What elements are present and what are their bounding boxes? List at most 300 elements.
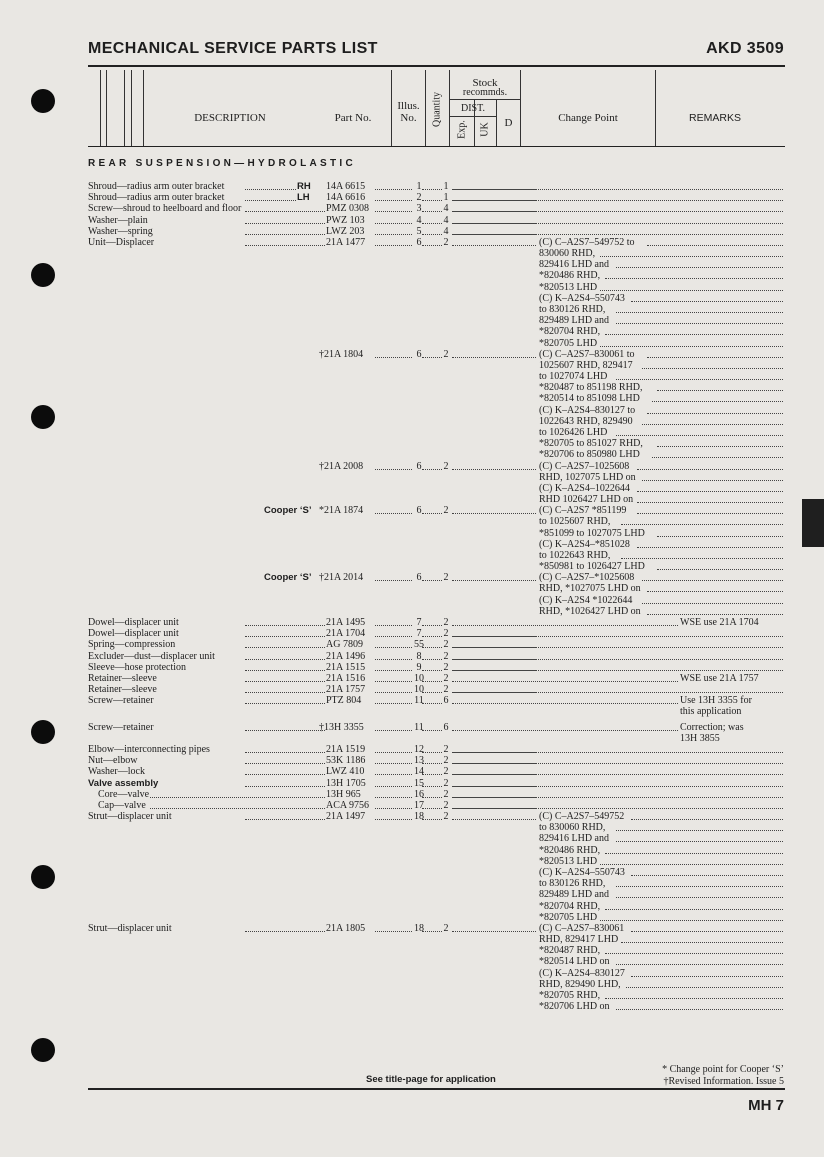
part-number: 53K 1186 xyxy=(326,755,366,766)
part-description: Strut—displacer unit xyxy=(88,923,172,934)
change-point: RHD, *1027075 LHD on xyxy=(539,583,641,594)
leader-dots xyxy=(452,763,783,764)
change-point: *820487 RHD, xyxy=(539,945,601,956)
leader-dots xyxy=(245,211,325,212)
change-point: to 1022643 RHD, xyxy=(539,550,611,561)
part-description: Washer—plain xyxy=(88,215,148,226)
table-row xyxy=(0,1001,824,1012)
table-row xyxy=(0,304,824,315)
table-row xyxy=(0,270,824,281)
legend-change-point: * Change point for Cooper ‘S’ xyxy=(662,1064,784,1075)
leader-dots xyxy=(605,334,783,335)
cooper-s-note: Cooper ‘S’ xyxy=(264,572,312,583)
table-row xyxy=(0,371,824,382)
quantity: 2 xyxy=(443,349,449,360)
table-row xyxy=(0,405,824,416)
illus-number: 11 xyxy=(414,722,424,733)
leader-dots xyxy=(245,234,325,235)
leader-dots xyxy=(452,931,536,932)
leader-dots xyxy=(245,730,325,731)
table-row xyxy=(0,878,824,889)
leader-dots xyxy=(452,681,678,682)
change-point: (C) C–A2S7–549752 to xyxy=(539,237,635,248)
change-point: (C) K–A2S4 *1022644 xyxy=(539,595,633,606)
table-row xyxy=(0,733,824,744)
change-point: *851099 to 1027075 LHD xyxy=(539,528,645,539)
change-point: to 1027074 LHD xyxy=(539,371,608,382)
change-point: (C) C–A2S7–830061 to xyxy=(539,349,635,360)
illus-number: 8 xyxy=(416,651,422,662)
quantity: 4 xyxy=(443,226,449,237)
part-description: Sleeve—hose protection xyxy=(88,662,187,673)
quantity: 2 xyxy=(443,505,449,516)
leader-dots xyxy=(245,670,325,671)
part-description: Washer—lock xyxy=(88,766,145,777)
leader-dots xyxy=(631,931,783,932)
leader-dots xyxy=(452,774,783,775)
change-point: *820704 RHD, xyxy=(539,901,601,912)
leader-dots xyxy=(637,491,783,492)
part-number: 21A 1805 xyxy=(326,923,366,934)
leader-dots xyxy=(245,681,325,682)
table-row xyxy=(0,494,824,505)
leader-dots xyxy=(616,841,783,842)
quantity: 2 xyxy=(443,766,449,777)
leader-dots xyxy=(245,931,325,932)
table-row xyxy=(0,617,824,628)
part-number: 21A 1497 xyxy=(326,811,366,822)
leader-dots xyxy=(642,424,783,425)
punch-hole xyxy=(31,1038,55,1062)
table-row xyxy=(0,639,824,650)
leader-dots xyxy=(245,692,325,693)
table-row xyxy=(0,800,824,811)
illus-number: 13 xyxy=(414,755,424,766)
table-row xyxy=(0,923,824,934)
quantity: 2 xyxy=(443,237,449,248)
leader-dots xyxy=(631,976,783,977)
col-stock: Stock xyxy=(472,77,498,89)
part-number: 21A 1757 xyxy=(326,684,366,695)
leader-dots xyxy=(452,580,536,581)
change-point: *820513 LHD xyxy=(539,282,598,293)
table-row xyxy=(0,778,824,789)
leader-dots xyxy=(452,752,783,753)
table-row xyxy=(0,706,824,717)
change-point: (C) K–A2S4–1022644 xyxy=(539,483,630,494)
part-number: 21A 1516 xyxy=(326,673,366,684)
illus-number: 12 xyxy=(414,744,424,755)
cooper-s-note: Cooper ‘S’ xyxy=(264,505,312,516)
col-change-point: Change Point xyxy=(558,112,618,124)
illus-number: 6 xyxy=(416,505,422,516)
part-number: †21A 1804 xyxy=(319,349,364,360)
table-row xyxy=(0,662,824,673)
table-row xyxy=(0,315,824,326)
col-d: D xyxy=(504,117,513,129)
illus-number: 18 xyxy=(414,811,424,822)
leader-dots xyxy=(616,830,783,831)
leader-dots xyxy=(642,603,783,604)
part-number: †21A 2008 xyxy=(319,461,364,472)
leader-dots xyxy=(452,357,536,358)
leader-dots xyxy=(245,625,325,626)
leader-dots xyxy=(452,234,783,235)
col-remarks: REMARKS xyxy=(689,112,741,124)
change-point: *820514 to 851098 LHD xyxy=(539,393,640,404)
leader-dots xyxy=(452,730,678,731)
side-indicator: RH xyxy=(297,181,311,192)
quantity: 2 xyxy=(443,673,449,684)
section-title: REAR SUSPENSION—HYDROLASTIC xyxy=(88,158,357,169)
leader-dots xyxy=(621,942,783,943)
leader-dots xyxy=(616,379,783,380)
illus-number: 5 xyxy=(416,226,422,237)
change-point: RHD, 829490 LHD, xyxy=(539,979,621,990)
col-illus: Illus. xyxy=(397,100,420,112)
change-point: *820487 to 851198 RHD, xyxy=(539,382,643,393)
footer-rule xyxy=(88,1088,785,1090)
part-number: 21A 1515 xyxy=(326,662,366,673)
col-illus-no: No. xyxy=(400,112,417,124)
part-description: Excluder—dust—displacer unit xyxy=(88,651,215,662)
quantity: 2 xyxy=(443,572,449,583)
table-row xyxy=(0,595,824,606)
change-point: *820705 RHD, xyxy=(539,990,601,1001)
leader-dots xyxy=(245,636,325,637)
change-point: (C) C–A2S7–830061 xyxy=(539,923,625,934)
leader-dots xyxy=(245,774,325,775)
leader-dots xyxy=(452,647,783,648)
table-row xyxy=(0,550,824,561)
change-point: RHD, 1027075 LHD on xyxy=(539,472,636,483)
leader-dots xyxy=(605,853,783,854)
part-description: Screw—shroud to heelboard and floor xyxy=(88,203,242,214)
col-quantity: Quantity xyxy=(431,92,443,127)
illus-number: 11 xyxy=(414,695,424,706)
illus-number: 1 xyxy=(416,181,422,192)
change-point: 1025607 RHD, 829417 xyxy=(539,360,633,371)
illus-number: 6 xyxy=(416,572,422,583)
table-row xyxy=(0,483,824,494)
table-row xyxy=(0,755,824,766)
leader-dots xyxy=(647,357,783,358)
leader-dots xyxy=(452,659,783,660)
quantity: 1 xyxy=(443,181,449,192)
part-description: Elbow—interconnecting pipes xyxy=(88,744,210,755)
leader-dots xyxy=(642,580,783,581)
remarks: 13H 3855 xyxy=(680,733,720,744)
part-description: Retainer—sleeve xyxy=(88,684,157,695)
table-row xyxy=(0,393,824,404)
table-row xyxy=(0,516,824,527)
quantity: 6 xyxy=(443,722,449,733)
part-description: Valve assembly xyxy=(88,778,159,789)
leader-dots xyxy=(245,223,325,224)
leader-dots xyxy=(452,819,536,820)
quantity: 2 xyxy=(443,684,449,695)
change-point: 829489 LHD and xyxy=(539,889,609,900)
table-row xyxy=(0,811,824,822)
table-row xyxy=(0,427,824,438)
part-description: Nut—elbow xyxy=(88,755,138,766)
table-row xyxy=(0,867,824,878)
leader-dots xyxy=(616,323,783,324)
table-row xyxy=(0,583,824,594)
table-row xyxy=(0,539,824,550)
change-point: 1022643 RHD, 829490 xyxy=(539,416,633,427)
leader-dots xyxy=(452,692,783,693)
leader-dots xyxy=(452,200,783,201)
part-number: 13H 965 xyxy=(326,789,361,800)
table-row xyxy=(0,338,824,349)
illus-number: 7 xyxy=(416,628,422,639)
part-number: 13H 1705 xyxy=(326,778,366,789)
part-number: LWZ 410 xyxy=(326,766,365,777)
application-note: See title-page for application xyxy=(366,1074,496,1085)
part-description: Cap—valve xyxy=(98,800,146,811)
table-row xyxy=(0,237,824,248)
change-point: 829489 LHD and xyxy=(539,315,609,326)
part-description: Retainer—sleeve xyxy=(88,673,157,684)
col-recommds: recommds. xyxy=(462,87,508,98)
leader-dots xyxy=(600,920,783,921)
quantity: 4 xyxy=(443,215,449,226)
change-point: *850981 to 1026427 LHD xyxy=(539,561,645,572)
change-point: *820486 RHD, xyxy=(539,845,601,856)
illus-number: 10 xyxy=(414,673,424,684)
leader-dots xyxy=(616,435,783,436)
leader-dots xyxy=(452,636,783,637)
part-number: *21A 1874 xyxy=(319,505,364,516)
illus-number: 6 xyxy=(416,349,422,360)
leader-dots xyxy=(631,875,783,876)
change-point: 829416 LHD and xyxy=(539,833,609,844)
table-row xyxy=(0,912,824,923)
remarks: Correction; was xyxy=(680,722,744,733)
part-number: PMZ 0308 xyxy=(326,203,370,214)
change-point: to 830126 RHD, xyxy=(539,304,606,315)
part-number: 14A 6615 xyxy=(326,181,366,192)
part-description: Core—valve xyxy=(98,789,150,800)
quantity: 2 xyxy=(443,639,449,650)
col-uk: UK xyxy=(479,122,491,137)
leader-dots xyxy=(452,513,536,514)
table-row xyxy=(0,326,824,337)
leader-dots xyxy=(452,223,783,224)
table-row xyxy=(0,505,824,516)
table-row xyxy=(0,722,824,733)
illus-number: 17 xyxy=(414,800,424,811)
table-row xyxy=(0,822,824,833)
change-point: to 830060 RHD, xyxy=(539,822,606,833)
table-row xyxy=(0,684,824,695)
change-point: *820706 to 850980 LHD xyxy=(539,449,640,460)
leader-dots xyxy=(616,964,783,965)
table-row xyxy=(0,968,824,979)
leader-dots xyxy=(637,502,783,503)
remarks: Use 13H 3355 for xyxy=(680,695,752,706)
part-number: 21A 1477 xyxy=(326,237,366,248)
change-point: 830060 RHD, xyxy=(539,248,596,259)
table-row xyxy=(0,416,824,427)
leader-dots xyxy=(642,480,783,481)
leader-dots xyxy=(621,558,783,559)
leader-dots xyxy=(245,752,325,753)
leader-dots xyxy=(647,614,783,615)
quantity: 1 xyxy=(443,192,449,203)
quantity: 2 xyxy=(443,461,449,472)
table-row xyxy=(0,934,824,945)
leader-dots xyxy=(647,591,783,592)
table-row xyxy=(0,766,824,777)
leader-dots xyxy=(452,245,536,246)
leader-dots xyxy=(452,211,783,212)
table-row xyxy=(0,192,824,203)
leader-dots xyxy=(605,278,783,279)
part-description: Washer—spring xyxy=(88,226,153,237)
table-row xyxy=(0,833,824,844)
leader-dots xyxy=(616,886,783,887)
quantity: 2 xyxy=(443,923,449,934)
table-row xyxy=(0,990,824,1001)
table-row xyxy=(0,528,824,539)
change-point: to 830126 RHD, xyxy=(539,878,606,889)
leader-dots xyxy=(647,245,783,246)
part-number: 21A 1495 xyxy=(326,617,366,628)
part-description: Dowel—displacer unit xyxy=(88,617,179,628)
table-row xyxy=(0,215,824,226)
change-point: *820704 RHD, xyxy=(539,326,601,337)
change-point: (C) K–A2S4–*851028 xyxy=(539,539,630,550)
table-row xyxy=(0,349,824,360)
remarks: WSE use 21A 1704 xyxy=(680,617,759,628)
leader-dots xyxy=(245,245,325,246)
leader-dots xyxy=(600,864,783,865)
change-point: (C) C–A2S7–549752 xyxy=(539,811,625,822)
part-number: 21A 1519 xyxy=(326,744,366,755)
illus-number: 55 xyxy=(414,639,424,650)
quantity: 2 xyxy=(443,662,449,673)
leader-dots xyxy=(616,897,783,898)
leader-dots xyxy=(652,457,783,458)
table-row xyxy=(0,438,824,449)
leader-dots xyxy=(626,987,783,988)
table-row xyxy=(0,956,824,967)
part-number: †21A 2014 xyxy=(319,572,364,583)
illus-number: 16 xyxy=(414,789,424,800)
change-point: 829416 LHD and xyxy=(539,259,609,270)
table-row xyxy=(0,744,824,755)
side-indicator: LH xyxy=(297,192,310,203)
leader-dots xyxy=(657,446,783,447)
leader-dots xyxy=(245,659,325,660)
leader-dots xyxy=(245,703,325,704)
table-row xyxy=(0,449,824,460)
leader-dots xyxy=(600,256,783,257)
page-number: MH 7 xyxy=(748,1097,784,1114)
change-point: *820705 LHD xyxy=(539,912,598,923)
part-description: Unit—Displacer xyxy=(88,237,155,248)
table-row xyxy=(0,945,824,956)
part-description: Strut—displacer unit xyxy=(88,811,172,822)
leader-dots xyxy=(616,1009,783,1010)
leader-dots xyxy=(616,312,783,313)
leader-dots xyxy=(600,290,783,291)
table-row xyxy=(0,259,824,270)
table-row xyxy=(0,572,824,583)
header-rule xyxy=(88,65,785,67)
leader-dots xyxy=(245,786,325,787)
page-title: MECHANICAL SERVICE PARTS LIST xyxy=(88,40,378,57)
illus-number: 2 xyxy=(416,192,422,203)
change-point: *820706 LHD on xyxy=(539,1001,610,1012)
illus-number: 6 xyxy=(416,461,422,472)
table-row xyxy=(0,226,824,237)
part-number: 14A 6616 xyxy=(326,192,366,203)
quantity: 2 xyxy=(443,755,449,766)
leader-dots xyxy=(647,413,783,414)
leader-dots xyxy=(452,808,783,809)
table-row xyxy=(0,248,824,259)
table-row xyxy=(0,606,824,617)
leader-dots xyxy=(657,536,783,537)
quantity: 4 xyxy=(443,203,449,214)
leader-dots xyxy=(631,819,783,820)
leader-dots xyxy=(452,189,783,190)
leader-dots xyxy=(605,998,783,999)
part-number: PWZ 103 xyxy=(326,215,365,226)
table-row xyxy=(0,789,824,800)
leader-dots xyxy=(600,346,783,347)
part-number: PTZ 804 xyxy=(326,695,362,706)
change-point: (C) C–A2S7–1025608 xyxy=(539,461,630,472)
change-point: (C) K–A2S4–830127 xyxy=(539,968,625,979)
part-description: Dowel—displacer unit xyxy=(88,628,179,639)
leader-dots xyxy=(245,647,325,648)
leader-dots xyxy=(452,797,783,798)
quantity: 2 xyxy=(443,628,449,639)
table-row xyxy=(0,856,824,867)
quantity: 2 xyxy=(443,617,449,628)
table-row xyxy=(0,472,824,483)
leader-dots xyxy=(452,469,536,470)
illus-number: 14 xyxy=(414,766,424,777)
change-point: to 1026426 LHD xyxy=(539,427,608,438)
punch-hole xyxy=(31,89,55,113)
col-part-no: Part No. xyxy=(334,112,372,124)
illus-number: 15 xyxy=(414,778,424,789)
leader-dots xyxy=(452,703,678,704)
table-row xyxy=(0,673,824,684)
change-point: *820513 LHD xyxy=(539,856,598,867)
table-row xyxy=(0,901,824,912)
col-dist: DIST. xyxy=(461,103,485,114)
table-row xyxy=(0,695,824,706)
remarks: this application xyxy=(680,706,742,717)
part-number: LWZ 203 xyxy=(326,226,365,237)
leader-dots xyxy=(616,267,783,268)
change-point: (C) K–A2S4–830127 to xyxy=(539,405,636,416)
col-description: DESCRIPTION xyxy=(194,112,266,124)
table-row xyxy=(0,181,824,192)
leader-dots xyxy=(245,189,296,190)
part-number: †13H 3355 xyxy=(319,722,364,733)
table-row xyxy=(0,889,824,900)
illus-number: 3 xyxy=(416,203,422,214)
change-point: *820705 LHD xyxy=(539,338,598,349)
leader-dots xyxy=(150,797,325,798)
